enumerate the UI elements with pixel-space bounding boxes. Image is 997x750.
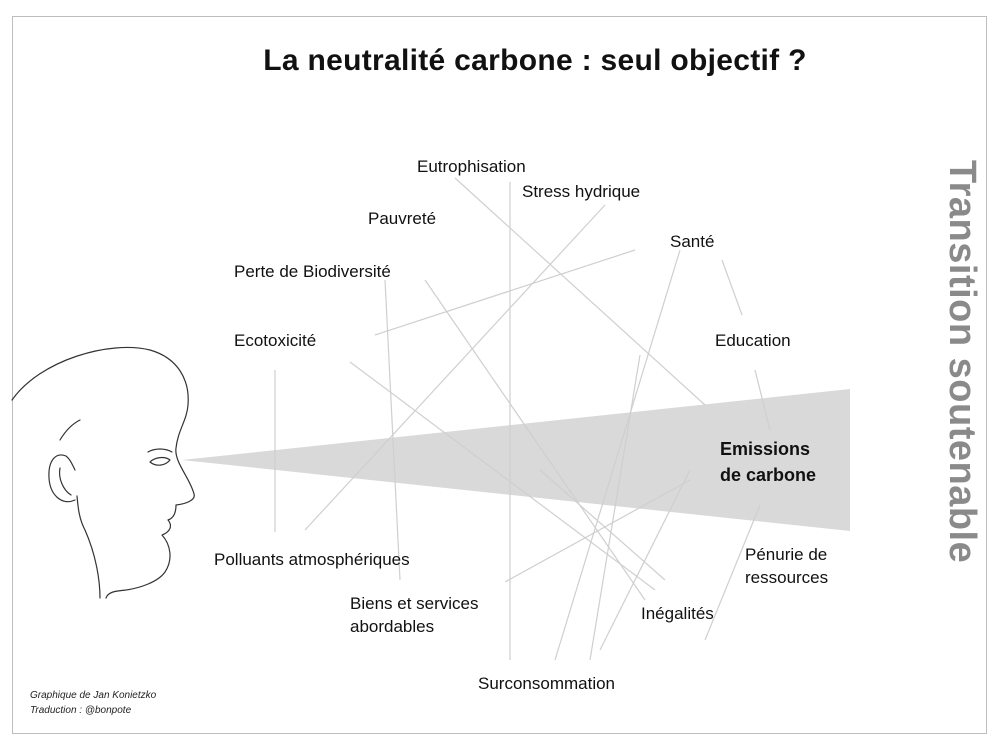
label-education: Education — [715, 331, 791, 350]
label-biens-line-2: abordables — [350, 617, 435, 636]
label-pauvrete: Pauvreté — [368, 209, 437, 228]
credit-author: Graphique de Jan Konietzko — [30, 690, 157, 701]
label-emissions-line-1: Emissions — [720, 439, 811, 459]
label-perte-biodiversite: Perte de Biodiversité — [234, 262, 391, 281]
label-polluants: Polluants atmosphériques — [214, 550, 410, 569]
label-emissions-line-2: de carbone — [720, 465, 817, 485]
label-biens-services — [350, 592, 479, 638]
side-text-transition: Transition soutenable — [941, 160, 983, 564]
label-eutrophisation: Eutrophisation — [417, 157, 526, 176]
head-icon — [12, 347, 194, 598]
label-inegalites: Inégalités — [641, 604, 714, 623]
connector-line — [722, 260, 742, 315]
label-penurie-line-1: Pénurie de — [745, 545, 828, 564]
label-penurie-ressources — [745, 543, 828, 589]
diagram-title: La neutralité carbone : seul objectif ? — [263, 44, 807, 77]
label-surconsommation: Surconsommation — [478, 674, 616, 693]
credit-translation: Traduction : @bonpote — [30, 705, 132, 716]
label-ecotoxicite: Ecotoxicité — [234, 331, 317, 350]
connector-line — [375, 250, 635, 335]
label-emissions-carbone — [720, 436, 816, 488]
label-penurie-line-2: ressources — [745, 568, 829, 587]
label-biens-line-1: Biens et services — [350, 594, 479, 613]
label-sante: Santé — [670, 232, 715, 251]
credits — [30, 688, 156, 718]
label-stress-hydrique: Stress hydrique — [522, 182, 641, 201]
